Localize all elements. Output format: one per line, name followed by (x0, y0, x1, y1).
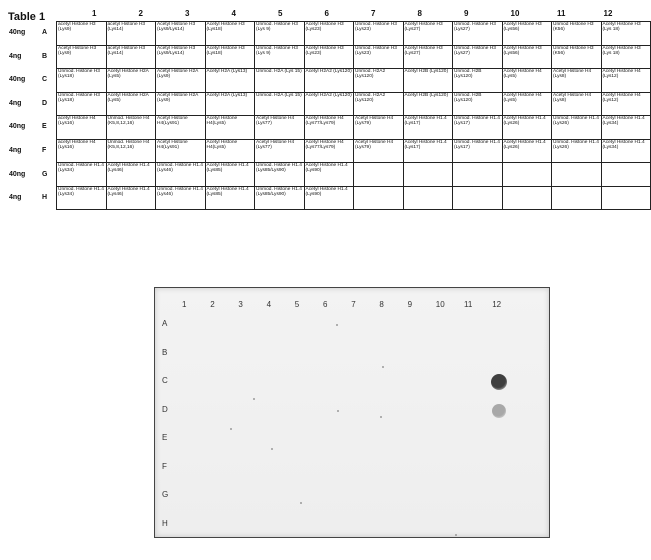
table-cell: Unmod. H2B (Lys120) (453, 92, 503, 116)
blot-column-label: 8 (379, 300, 384, 309)
table-cell (403, 186, 453, 210)
table-cell: Unmod. Histone H1.4 (Lys46) (156, 163, 206, 187)
blot-column-label: 6 (323, 300, 328, 309)
table-row (57, 22, 651, 46)
table-cell: Acetyl H2B (Lys120) (403, 69, 453, 93)
blot-column-label: 1 (182, 300, 187, 309)
table-column-header: 10 (510, 9, 520, 18)
table-cell: Unmod Histone H3 (K56) (552, 45, 602, 69)
table-cell (453, 163, 503, 187)
table-cell: Acetyl H2A2 (Lys120) (304, 69, 354, 93)
table-column-header: 8 (417, 9, 422, 18)
table-cell: Unmod. Histone H1.4 (Lys26) (552, 116, 602, 140)
table-row (57, 163, 651, 187)
table-cell: Unmod. H2A2 (Lys120) (354, 92, 404, 116)
table-column-header: 5 (278, 9, 283, 18)
table-cell: Unmod. Histone H4 (K5,8,12,16) (106, 116, 156, 140)
blot-column-label: 11 (464, 300, 473, 309)
blot-row-label: F (162, 461, 167, 471)
membrane-speck (337, 410, 339, 412)
table-cell: Unmod. Histone H3 (Lys27) (453, 45, 503, 69)
table-column-header: 4 (231, 9, 236, 18)
row-letter-label: D (42, 99, 48, 107)
table-cell: Acetyl Histone H1.4 (Lys26) (502, 139, 552, 163)
blot-spot (492, 404, 506, 418)
table-cell: Acetyl Histone H2A (Lys9) (156, 69, 206, 93)
table-cell: Acetyl Histone H4(Lys5) (205, 116, 255, 140)
dot-blot-membrane (154, 287, 550, 538)
table-cell: Unmod. Histone H3 (Lys27) (453, 22, 503, 46)
table-cell (354, 163, 404, 187)
table-cell: Acetyl Histone H4 (Lys5) (502, 69, 552, 93)
membrane-speck (253, 398, 255, 400)
table-cell: Acetyl Histone H4 (Lys77) (255, 116, 305, 140)
table-cell: Unmod. Histone H1.4 (Lys34) (57, 186, 107, 210)
blot-column-label: 5 (294, 300, 300, 309)
table-column-header: 6 (324, 9, 329, 18)
table-column-header: 3 (185, 9, 190, 18)
table-cell (552, 186, 602, 210)
row-amount-label: 40ng (9, 76, 26, 84)
table-cell: Acetyl Histone H3 (Lys23) (304, 45, 354, 69)
membrane-speck (271, 448, 273, 450)
table-cell (601, 186, 651, 210)
blot-row-label: B (162, 347, 168, 357)
row-amount-label: 4ng (9, 52, 22, 60)
table-cell: Acetyl Histone H3 (Lys9/Lys14) (156, 22, 206, 46)
table-cell: Unmod. Histone H3 (Lys23) (354, 45, 404, 69)
row-amount-label: 40ng (9, 170, 26, 178)
table-cell: Acetyl Histone H3 (Lys9) (57, 45, 107, 69)
table-cell: Unmod. Histone H1.4 (Lys17) (453, 116, 503, 140)
table-cell: Acetyl Histone H4 (Lys8) (552, 92, 602, 116)
membrane-speck (336, 324, 338, 326)
table-row (57, 139, 651, 163)
blot-column-label: 4 (266, 300, 272, 309)
table-column-header: 1 (92, 9, 97, 18)
table-cell (601, 163, 651, 187)
table-column-header: 2 (138, 9, 143, 18)
row-letter-label: H (42, 194, 48, 202)
membrane-speck (380, 416, 382, 418)
histone-peptide-table (56, 21, 651, 210)
table-cell (502, 163, 552, 187)
table-cell (552, 163, 602, 187)
table-cell: Acetyl Histone H4 (Lys8) (552, 69, 602, 93)
blot-column-label: 7 (351, 300, 356, 309)
table-cell: Acetyl H2B (Lys120) (403, 92, 453, 116)
row-letter-label: C (42, 76, 48, 84)
table-cell: Acetyl Histone H4(Lys5) (205, 139, 255, 163)
row-letter-label: A (42, 29, 48, 36)
table-cell: Unmod. H2A (Lys 15) (255, 69, 305, 93)
row-letter-label: F (42, 147, 47, 154)
table-cell: acetyl Histone H3 (Lys14) (106, 45, 156, 69)
row-amount-label: 4ng (9, 147, 22, 154)
table-cell: Acetyl Histone H4 (Lys77/Lys79) (304, 139, 354, 163)
table-cell (453, 186, 503, 210)
blot-row-label: H (162, 518, 168, 528)
blot-row-label: A (162, 319, 168, 328)
table-cell: Acetyl Histone H4 (Lys12) (601, 69, 651, 93)
table-cell: Acetyl Histone H2A (Lys5) (106, 92, 156, 116)
table-cell: Unmod. Histone H3 (Lys 9) (255, 22, 305, 46)
table-cell: Acetyl Histone H3 (Lys56) (502, 45, 552, 69)
table-cell: Unmod. Histone H1.4 (Lys46) (156, 186, 206, 210)
table-cell (403, 163, 453, 187)
table-cell: Acetyl Histone H1.4 (Lys85) (205, 163, 255, 187)
row-letter-label: G (42, 170, 48, 178)
blot-column-label: 3 (238, 300, 243, 309)
table-row (57, 92, 651, 116)
table-cell: Unmod. Histone H1.4 (Lys34) (57, 163, 107, 187)
table-cell: Acetyl Histone H3 (Lys18) (205, 22, 255, 46)
table-row (57, 45, 651, 69)
table-row (57, 116, 651, 140)
table-cell: Acetyl Histone H4 (Lys79) (354, 116, 404, 140)
table-cell: Acetyl Histone H3 (Lys9/Lys14) (156, 45, 206, 69)
membrane-speck (382, 366, 384, 368)
blot-row-label: D (162, 404, 168, 414)
table-cell: Acetyl Histone H2A (Lys9) (156, 92, 206, 116)
blot-column-label: 12 (492, 300, 502, 309)
table-cell: Unmod. Histone H4 (K5,8,12,16) (106, 139, 156, 163)
table-cell: Acetyl Histone H1.4 (Lys46) (106, 163, 156, 187)
membrane-speck (455, 534, 457, 536)
table-column-header: 11 (557, 9, 566, 18)
table-cell (502, 186, 552, 210)
table-cell: Acetyl Histone H1.4 (Lys34) (601, 139, 651, 163)
membrane-speck (300, 502, 302, 504)
blot-row-label: G (162, 490, 169, 499)
table-cell: Unmod. Histone H3 (Lys 9) (255, 45, 305, 69)
blot-column-label: 10 (435, 300, 445, 309)
row-amount-label: 4ng (9, 194, 22, 202)
table-cell: Acetyl H2A (Lys13) (205, 69, 255, 93)
table-cell: Unmod. Histone H1.4 (Lys85/Lys90) (255, 163, 305, 187)
table-cell: Acetyl Histone H3 (Lys27) (403, 45, 453, 69)
table-cell: Acetyl Histone H4 (Lys77/Lys79) (304, 116, 354, 140)
blot-column-label: 9 (407, 300, 413, 309)
blot-column-label: 2 (210, 300, 215, 309)
table-cell: Acetyl Histone H1.4 (Lys17) (403, 139, 453, 163)
table-cell: Unmod. Histone H3 (Lys18) (57, 69, 107, 93)
table-cell: Acetyl Histone H3 (Lys56) (502, 22, 552, 46)
table-cell: acetyl Histone H4 (Lys16) (57, 139, 107, 163)
table-cell: Acetyl Histone H4 (Lys12) (601, 92, 651, 116)
table-cell: Unmod. Histone H1.4 (Lys17) (453, 139, 503, 163)
table-cell (354, 186, 404, 210)
row-amount-label: 4ng (9, 99, 22, 107)
table-row (57, 69, 651, 93)
table-cell: Acetyl Histone H4 (Lys77) (255, 139, 305, 163)
table-column-header: 7 (371, 9, 376, 18)
row-amount-label: 40ng (9, 123, 26, 131)
table-cell: Unmod. Histone H3 (Lys23) (354, 22, 404, 46)
table-cell: Acetyl Histone H4(Lys91) (156, 139, 206, 163)
row-letter-label: E (42, 123, 47, 131)
table-cell: Unmod. Histone H3 (Lys18) (57, 92, 107, 116)
table-cell: Acetyl Histone H2A (Lys5) (106, 69, 156, 93)
table-column-header: 9 (464, 9, 469, 18)
table-cell: Unmod. Histone H1.4 (Lys85/Lys90) (255, 186, 305, 210)
table-cell: acetyl Histone H3 (Lys9) (57, 22, 107, 46)
row-amount-label: 40ng (9, 29, 26, 36)
table-column-header: 12 (603, 9, 613, 18)
table-cell: Unmod. H2A2 (Lys120) (354, 69, 404, 93)
table-cell: Acetyl Histone H3 (Lys27) (403, 22, 453, 46)
table-cell: Acetyl Histone H3 (Lys 18) (601, 22, 651, 46)
blot-row-label: C (162, 376, 168, 385)
table-row (57, 186, 651, 210)
table-cell: Acetyl Histone H3 (Lys 18) (601, 45, 651, 69)
table-cell: Acetyl Histone H1.4 (Lys34) (601, 116, 651, 140)
table-cell: Acetyl Histone H4 (Lys5) (502, 92, 552, 116)
table-cell: Acetyl Histone H1.4 (Lys90) (304, 186, 354, 210)
table-cell: Acetyl Histone H3 (Lys23) (304, 22, 354, 46)
table-cell: Acetyl Histone H1.4 (Lys46) (106, 186, 156, 210)
table-cell: Acetyl Histone H3 (Lys18) (205, 45, 255, 69)
table-cell: acetyl Histone H4 (Lys16) (57, 116, 107, 140)
row-letter-label: B (42, 52, 48, 60)
table-title: Table 1 (8, 11, 46, 23)
table-cell: Unmod. H2A (Lys 15) (255, 92, 305, 116)
table-cell: Acetyl Histone H1.4 (Lys17) (403, 116, 453, 140)
blot-row-label: E (162, 433, 168, 442)
table-cell: Unmod. H2B (Lys120) (453, 69, 503, 93)
table-cell: Unmod. Histone H1.4 (Lys26) (552, 139, 602, 163)
blot-spot (491, 374, 507, 390)
membrane-speck (230, 428, 232, 430)
table-cell: Acetyl Histone H4 (Lys79) (354, 139, 404, 163)
table-cell: Acetyl H2A2 (Lys120) (304, 92, 354, 116)
table-cell: Unmod Histone H3 (K56) (552, 22, 602, 46)
table-cell: acetyl Histone H3 (Lys14) (106, 22, 156, 46)
table-cell: Acetyl Histone H1.4 (Lys85) (205, 186, 255, 210)
table-cell: Acetyl Histone H4(Lys91) (156, 116, 206, 140)
table-cell: Acetyl H2A (Lys13) (205, 92, 255, 116)
table-cell: Acetyl Histone H1.4 (Lys26) (502, 116, 552, 140)
table-cell: Acetyl Histone H1.4 (Lys90) (304, 163, 354, 187)
